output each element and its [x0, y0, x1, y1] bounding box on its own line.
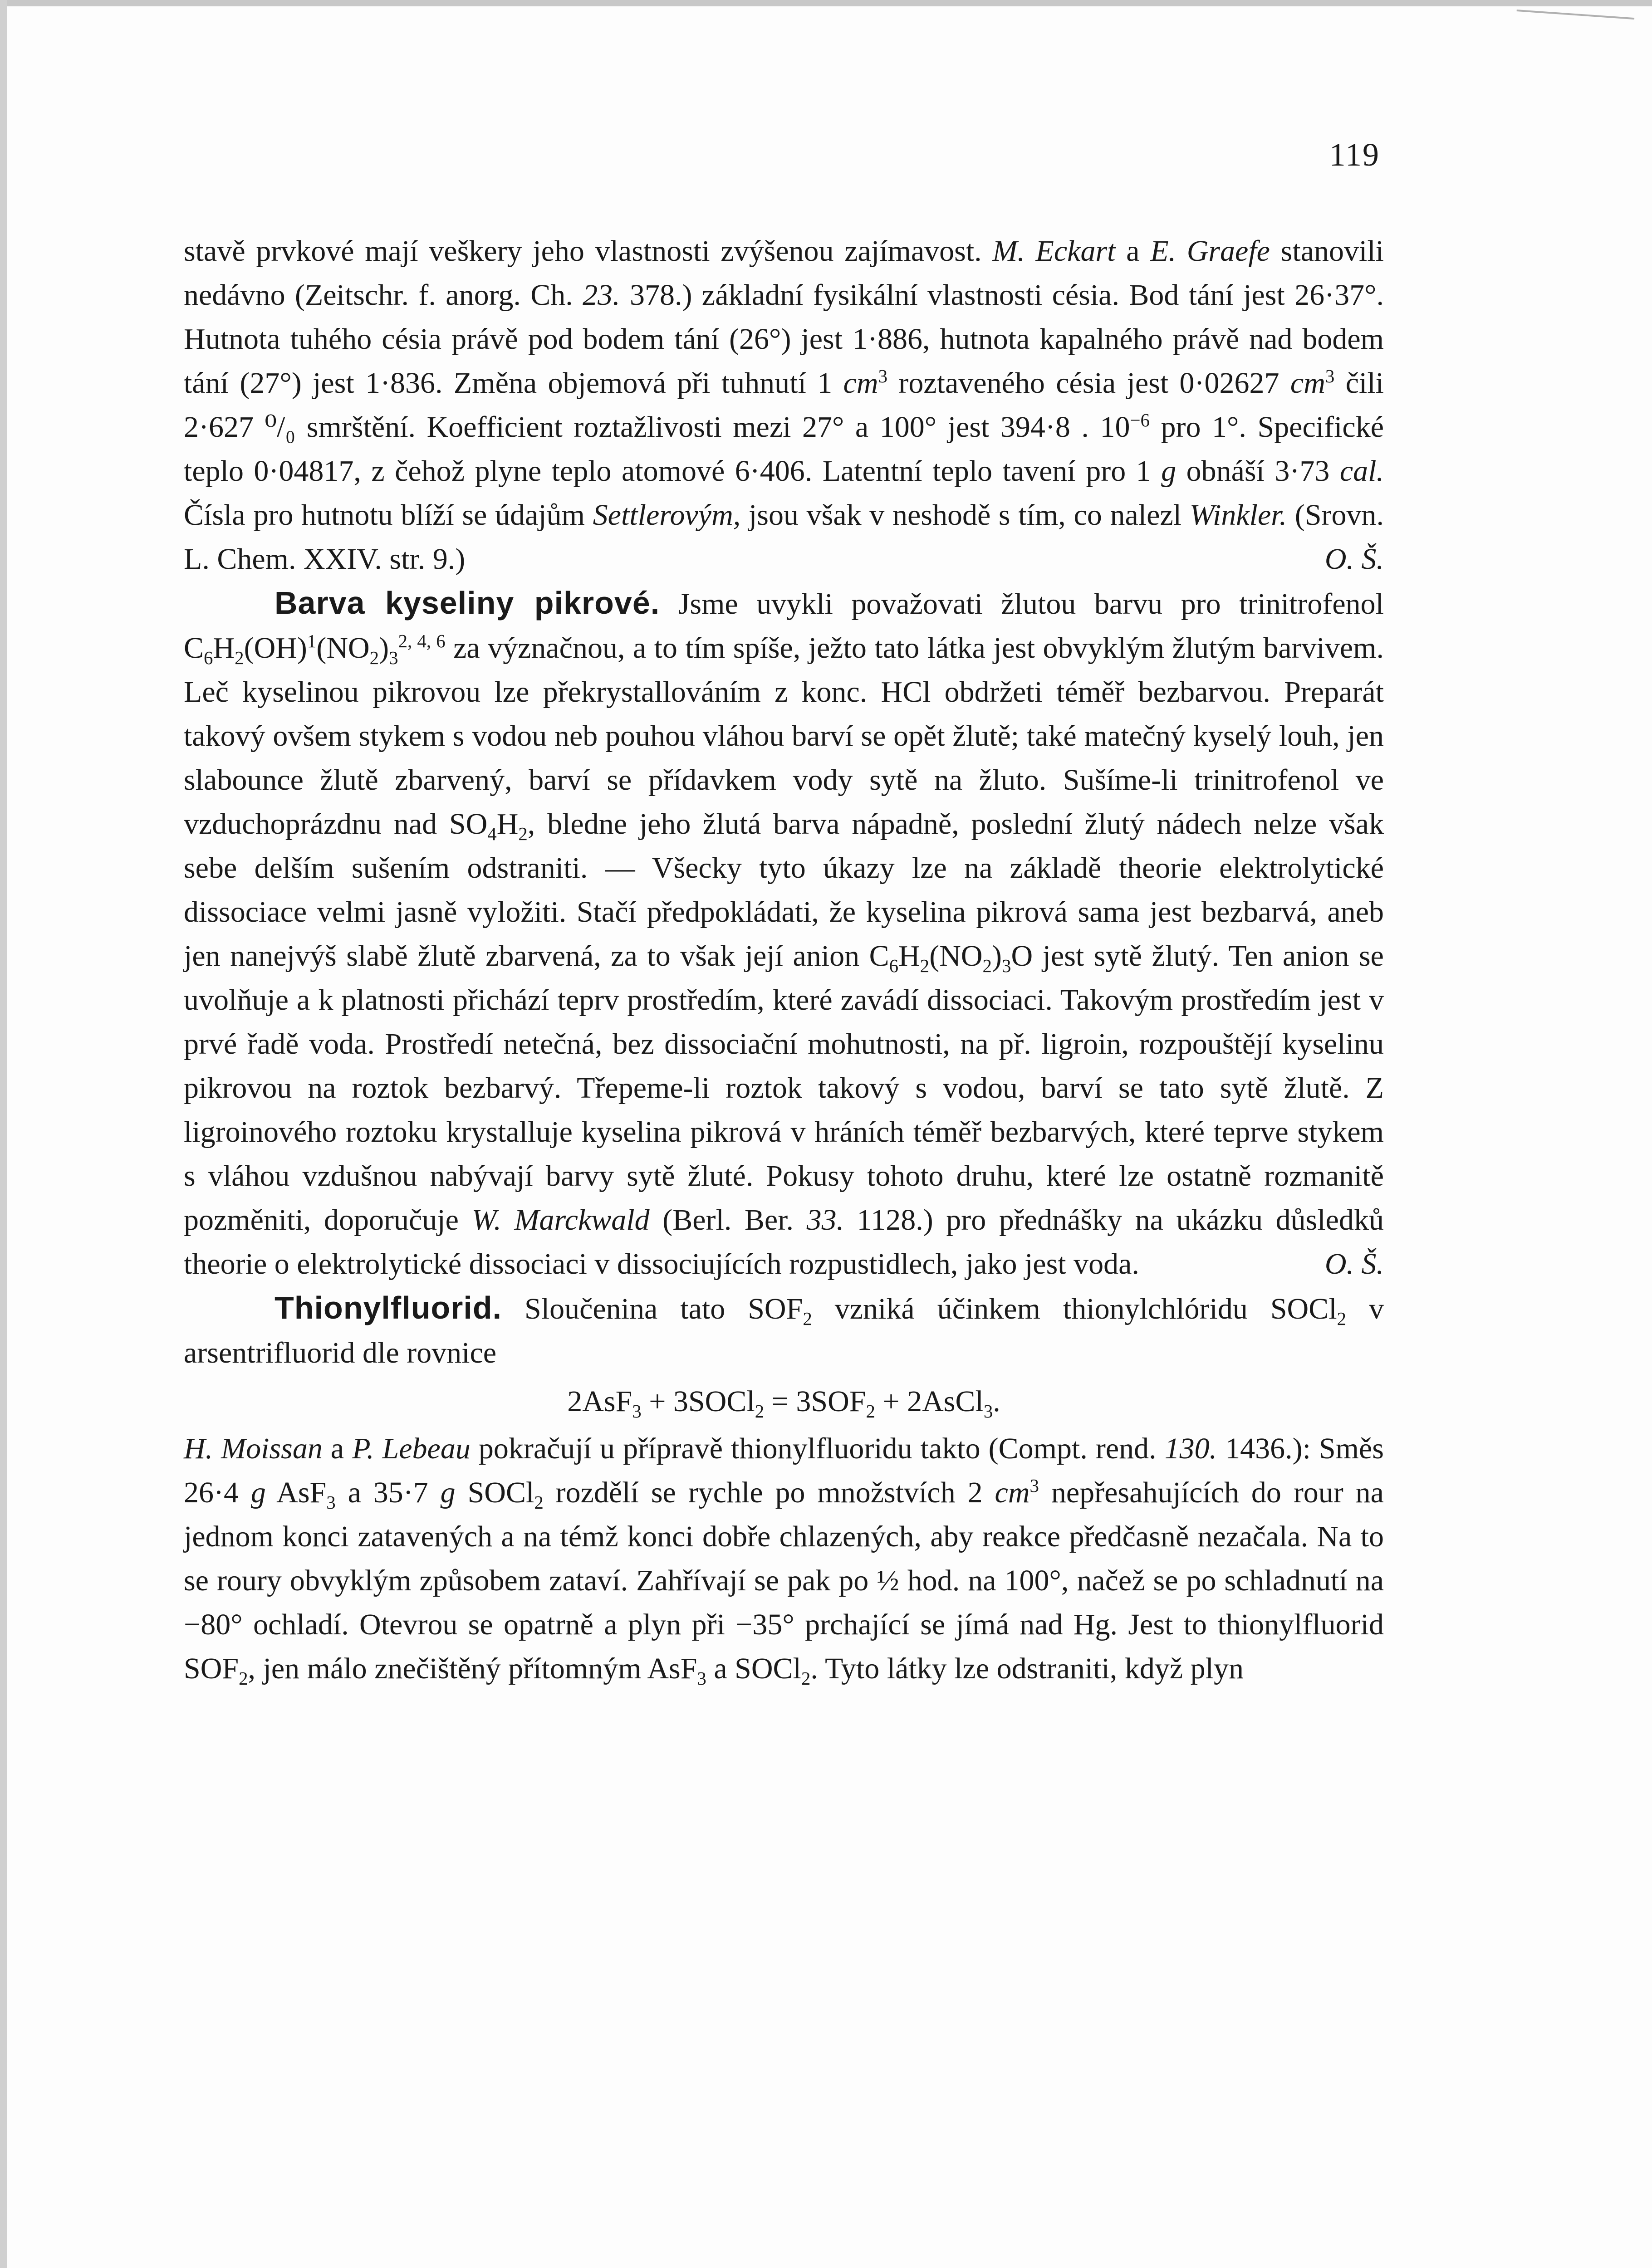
- signature-initials: O. Š.: [1324, 543, 1384, 576]
- text-body: [184, 229, 1384, 1691]
- paragraph-caesium: stavě prvkové mají veškery jeho vlastnosti zvýšenou zajímavost. M. Eckart a E. Graefe stanovili nedávno (Zeitschr. f. anorg. Ch. 23. 378.) základní fysikální vlastnosti césia. Bod tání jest 26·37°. Hutnota tuhého césia právě pod bodem tání (26°) jest 1·886, hutnota kapalného právě nad bodem tání (27°) jest 1·836. Změna objemová při tuhnutí 1 $cm^3$ roztaveného césia jest 0·02627 $cm^3$ čili 2·627 ⁰/₀ smrštění. Koefficient roztažlivosti mezi 27° a 100° jest 394·8 . $10^{-6}$ pro 1°. Specifické teplo 0·04817, z čehož plyne teplo atomové 6·406. Latentní teplo tavení pro 1 g obnáší 3·73 cal. Čísla pro hutnotu blíží se údajům Settlerovým, jsou však v neshodě s tím, co nalezl Winkler. (Srovn. L. Chem. XXIV. str. 9.) O. Š.: [184, 229, 1384, 581]
- section-heading: Thionylfluorid.: [275, 1290, 502, 1325]
- paragraph-thionylfluoride: Thionylfluorid. Sloučenina tato $SOF_2$ vzniká účinkem thionylchlóridu SOCl$_2$ v arsentrifluorid dle rovnice: [184, 1290, 1384, 1369]
- author-name: W. Marckwald: [471, 1203, 650, 1237]
- volume-number: 33.: [806, 1203, 844, 1237]
- page-number: 119: [1329, 137, 1380, 173]
- author-name: Winkler.: [1189, 499, 1287, 532]
- paragraph-picric-acid: Barva kyseliny pikrové. Jsme uvykli považovati žlutou barvu pro trinitrofenol $C_6H_2(OH)^1(NO_2)_3^{2, 4, 6}$ za význačnou, a to tím spíše, ježto tato látka jest obvyklým žlutým barvivem. Leč kyselinou pikrovou lze překrystallováním z konc. HCl obdržeti téměř bezbarvou. Preparát takový ovšem stykem s vodou neb pouhou vláhou barví se opět žlutě; také matečný kyselý louh, jen slabounce žlutě zbarvený, barví se přídavkem vody sytě na žluto. Sušíme-li trinitrofenol ve vzduchoprázdnu nad $SO_4H_2$, bledne jeho žlutá barva nápadně, poslední žlutý nádech nelze však sebe delším sušením odstraniti. — Všecky tyto úkazy lze na základě theorie elektrolytické dissociace velmi jasně vyložiti. Stačí předpokládati, že kyselina pikrová sama jest bezbarvá, aneb jen nanejvýš slabě žlutě zbarvená, za to však její anion $C_6H_2(NO_2)_3O$ jest sytě žlutý. Ten anion se uvolňuje a k platnosti přichází teprv prostředím, které zavádí dissociaci. Takovým prostředím jest v prvé řadě voda. Prostředí netečná, bez dissociační mohutnosti, na př. ligroin, rozpouštějí kyselinu pikrovou na roztok bezbarvý. Třepeme-li roztok takový s vodou, barví se tato sytě žlutě. Z ligroinového roztoku krystalluje kyselina pikrová v hráních téměř bezbarvých, které teprve stykem s vláhou vzdušnou nabývají barvy sytě žluté. Pokusy tohoto druhu, které lze ostatně rozmanitě pozměniti, doporučuje W. Marckwald (Berl. Ber. 33. 1128.) pro přednášky na ukázku důsledků theorie o elektrolytické dissociaci v dissociujících rozpustidlech, jako jest voda. O. Š.: [184, 581, 1384, 1286]
- author-name: P. Lebeau: [352, 1432, 471, 1465]
- signature-initials: O. Š.: [1324, 1247, 1384, 1281]
- chemical-equation: 2AsF$_3$ + 3SOCl$_2$ = $3SOF_2$ + 2AsCl$_3$.: [567, 1385, 1000, 1422]
- scan-top-edge: [0, 0, 1652, 6]
- volume-number: 130.: [1164, 1432, 1217, 1465]
- section-heading: Barva kyseliny pikrové.: [275, 585, 660, 621]
- volume-number: 23.: [583, 279, 620, 312]
- paragraph-preparation: H. Moissan a P. Lebeau pokračují u přípravě thionylfluoridu takto (Compt. rend. 130. 1436.): Směs 26·4 g AsF$_3$ a 35·7 g SOCl$_2$ rozdělí se rychle po množstvích 2 $cm^3$ nepřesahujících do rour na jednom konci zatavených a na témž konci dobře chlazených, aby reakce předčasně nezačala. Na to se roury obvyklým způsobem zataví. Zahřívají se pak po ½ hod. na 100°, načež se po schladnutí na −80° ochladí. Otevrou se opatrně a plyn při −35° prchající se jímá nad Hg. Jest to thionylfluorid $SOF_2$, jen málo znečištěný přítomným AsF$_3$ a SOCl$_2$. Tyto látky lze odstraniti, když plyn: [184, 1432, 1384, 1689]
- author-name: Settlerovým,: [593, 499, 741, 532]
- scan-corner-mark: [1515, 10, 1634, 38]
- author-name: M. Eckart: [992, 235, 1116, 268]
- scan-left-edge: [0, 0, 7, 2268]
- author-name: H. Moissan: [184, 1432, 323, 1465]
- author-name: E. Graefe: [1150, 235, 1270, 268]
